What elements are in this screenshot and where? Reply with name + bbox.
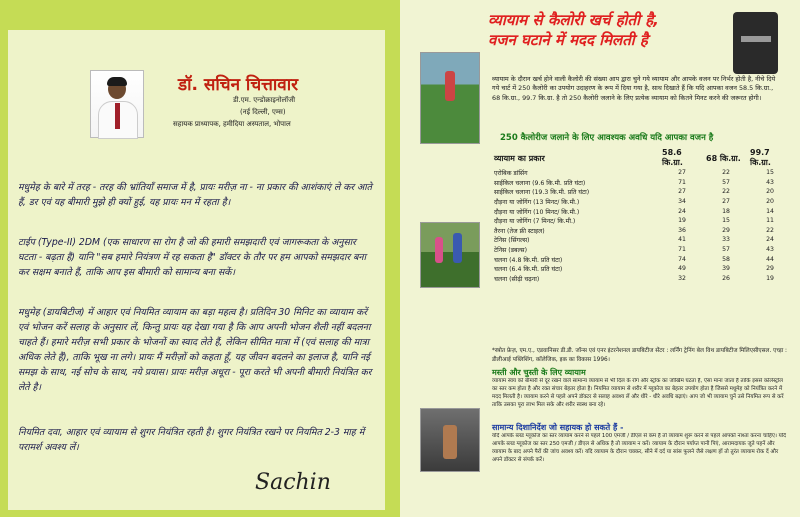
doctor-position: सहायक प्राध्यापक, हमीदिया अस्पताल, भोपाल: [173, 120, 291, 128]
table-header-row: [492, 148, 792, 168]
exercise-name-cell: टेनिस (सिंगल्स): [494, 237, 530, 245]
minutes-cell: 20: [766, 188, 774, 196]
table-row: [492, 206, 792, 216]
minutes-cell: 24: [766, 236, 774, 244]
minutes-cell: 19: [766, 274, 774, 282]
signature: [255, 470, 331, 495]
minutes-cell: 29: [722, 226, 730, 234]
table-row: [492, 274, 792, 284]
headline-line-2: वजन घटाने में मदद मिलती है: [488, 31, 648, 49]
exercise-name-cell: तैरना (तेज फ्री स्टाइल): [494, 227, 545, 235]
minutes-cell: 58: [722, 255, 730, 263]
minutes-cell: 29: [766, 265, 774, 273]
doctor-place: (नई दिल्ली, एम्स): [240, 108, 286, 116]
left-panel: [8, 30, 385, 510]
signature-text: Sachin: [255, 470, 331, 495]
col-weight-3: 99.7 कि.ग्रा.: [750, 148, 771, 167]
exercise-name-cell: दौड़ना या जोगिंग (7 मिनट/ कि.मी.): [494, 218, 576, 226]
minutes-cell: 57: [722, 178, 730, 186]
exercise-name-cell: चलना (सीढ़ी चढ़ना): [494, 275, 540, 283]
table-row: [492, 264, 792, 274]
col-weight-2: 68 कि.ग्रा.: [706, 153, 741, 163]
exercise-name-cell: दौड़ना या जोगिंग (13 मिनट/ कि.मी.): [494, 199, 580, 207]
exercise-name-cell: एरोबिक डांसिंग: [494, 170, 528, 178]
section-guidelines-title: सामान्य दिशानिर्देश जो सहायक हो सकते हैं -: [492, 423, 624, 432]
minutes-cell: 22: [722, 188, 730, 196]
exercise-name-cell: साईकिल चलाना (19.3 कि.मी. प्रति घंटा): [494, 189, 590, 197]
minutes-cell: 26: [722, 274, 730, 282]
exercise-table: [492, 148, 792, 283]
walking-photo: [420, 52, 480, 144]
minutes-cell: 14: [766, 207, 774, 215]
table-row: [492, 168, 792, 178]
minutes-cell: 57: [722, 246, 730, 254]
intro-text: व्यायाम के दौरान खर्च होने वाली कैलोरी की संख्या आप द्वारा चुने गये व्यायाम और आपके वजन पर निर्भर होती है, नीचे दिये गये चार्ट में 250 कैलोरी का उपयोग उदाहरण के रूप में दिया गया है, साथ दिखाते हैं कि यदि आपका वजन 58.5 कि.ग्रा., 68 कि.ग्रा., 99.7 कि.ग्रा. है तो 250 कैलोरी जलाने के लिए प्रत्येक व्यायाम को कितने मिनट करने की जरूरत होगी।: [492, 75, 776, 102]
section-fitness-title: मस्ती और चुस्ती के लिए व्यायाम: [492, 368, 586, 377]
table-title: 250 कैलोरीज जलाने के लिए आवश्यक अवधि यदि आपका वजन है: [500, 133, 714, 143]
table-row: [492, 187, 792, 197]
minutes-cell: 18: [722, 207, 730, 215]
exercise-name-cell: टेनिस (डबल्स): [494, 247, 528, 255]
minutes-cell: 71: [678, 178, 686, 186]
minutes-cell: 15: [722, 217, 730, 225]
table-row: [492, 235, 792, 245]
dumbbell-icon: [733, 12, 778, 74]
right-panel: [400, 0, 800, 517]
minutes-cell: 43: [766, 178, 774, 186]
minutes-cell: 15: [766, 169, 774, 177]
minutes-cell: 32: [678, 274, 686, 282]
jogging-photo: [420, 222, 480, 288]
section-guidelines-text: यदि आपके ब्लड ग्लूकोज का स्तर व्यायाम करने से पहले 100 एमजी / डीएल से कम है तो व्यायाम शुरू करने से पहले आपको नाश्ता करना चाहिए। यदि आपके ब्लड ग्लूकोज का स्तर 250 एमजी / डीएल से अधिक है तो व्यायाम न करें। व्यायाम के दौरान पर्याप्त पानी पिएं, आरामदायक जूते पहनें और व्यायाम के बाद अपने पैरों की जांच अवश्य करें। यदि व्यायाम के दौरान चक्कर, सीने में दर्द या सांस फूलने जैसे लक्षण हों तो तुरंत व्यायाम रोक दें और अपने डॉक्टर से संपर्क करें।: [492, 433, 787, 463]
exercise-name-cell: साईकिल चलाना (9.6 कि.मी. प्रति घंटा): [494, 179, 586, 187]
paragraph-regular-medicine: नियमित दवा, आहार एवं व्यायाम से शुगर नियंत्रित रहती है। शुगर नियंत्रित रखने पर नियमित 2-3 माह में परामर्श अवश्य लें।: [18, 427, 365, 453]
table-row: [492, 216, 792, 226]
col-weight-1: 58.6 कि.ग्रा.: [662, 148, 683, 167]
section-fitness-text: व्यायाम स्वय को बीमारी से दूर रखने वाले सामान्य व्यायाम से भी दिल के रोग और स्ट्रोक का जोखिम घटता है, ऐसा माना जाता है ताकि इससे कोलेस्ट्रोल का स्तर कम होता है और रक्त संचार बेहतर होता है। नियमित व्यायाम से शरीर में ग्लूकोज का बेहतर उपयोग होता है जिससे मधुमेह को नियंत्रित करने में मदद मिलती है। व्यायाम करने से पहले अपने डॉक्टर से सलाह अवश्य लें और धीरे - धीरे अवधि बढ़ाएं। आप जो भी व्यायाम चुनें उसे नियमित रूप से करें ताकि उसका पूरा लाभ मिल सके और शरीर स्वस्थ बना रहे।: [492, 378, 784, 408]
doctor-degree: डी.एम. एन्डोक्राइनोलॉजी: [233, 96, 296, 104]
minutes-cell: 22: [766, 226, 774, 234]
minutes-cell: 44: [766, 255, 774, 263]
minutes-cell: 27: [678, 188, 686, 196]
table-row: [492, 197, 792, 207]
minutes-cell: 11: [766, 217, 774, 225]
minutes-cell: 74: [678, 255, 686, 263]
doctor-photo: [90, 70, 144, 138]
minutes-cell: 33: [722, 236, 730, 244]
exercise-name-cell: दौड़ना या जोगिंग (10 मिनट/ कि.मी.): [494, 208, 580, 216]
minutes-cell: 41: [678, 236, 686, 244]
minutes-cell: 43: [766, 246, 774, 254]
minutes-cell: 49: [678, 265, 686, 273]
minutes-cell: 19: [678, 217, 686, 225]
minutes-cell: 27: [722, 198, 730, 206]
minutes-cell: 39: [722, 265, 730, 273]
headline-line-1: व्यायाम से कैलोरी खर्च होती है,: [488, 11, 659, 29]
minutes-cell: 22: [722, 169, 730, 177]
minutes-cell: 36: [678, 226, 686, 234]
paragraph-diet-exercise: मधुमेह (डायबिटीज) में आहार एवं नियमित व्यायाम का बड़ा महत्व है। प्रतिदिन 30 मिनिट का व्यायाम करें एवं भोजन करें सलाह के अनुसार लें, किन्तु प्रायः यह देखा गया है कि आप अपनी भोजन शैली नहीं बदलना चाहते हैं। हमारे मरीज़ सभी प्रकार के भोजनों का स्वाद लेते हैं, लेकिन सीमित मात्रा में (एवं सलाह की मात्रा अधिक लेते हैं), ताकि भूख ना लगे। प्रायः मैं मरीज़ों को कहता हूँ, यह जीवन बदलने का इलाज है, यानि नई समझ के साथ, नई सोच के साथ, नये प्रयास। प्रायः मरीज़ अधूरा - पूरा करते भी अपनी बीमारी नियंत्रित कर लेते है।: [18, 307, 372, 393]
paragraph-myths: मधुमेह के बारे में तरह - तरह की भ्रांतियाँ समाज में है, प्रायः मरीज़ ना - ना प्रकार की आशंकाएं ले कर आते हैं, डर एवं यह बीमारी मुझे ही क्यों हुई, यह प्रायः मन में रहता है।: [18, 182, 372, 208]
minutes-cell: 34: [678, 198, 686, 206]
minutes-cell: 27: [678, 169, 686, 177]
col-exercise: व्यायाम का प्रकार: [494, 153, 545, 163]
minutes-cell: 24: [678, 207, 686, 215]
doctor-name: डॉ. सचिन चित्तावार: [178, 75, 299, 95]
exercise-name-cell: चलना (6.4 कि.मी. प्रति घंटा): [494, 266, 563, 274]
paragraph-type2: टाईप (Type-II) 2DM (एक साधारण सा रोग है जो की हमारी समझदारी एवं जागरूकता के अनुसार घटता - बढ़ता है) यानि "सब हमारे नियंत्रण में रह सकता है" डॉक्टर के तौर पर हम आपको समझदार बना कर सक्षम बनाते हैं, ताकि आप इस बीमारी को सामान्य बना सकें।: [18, 237, 366, 278]
weightlifting-photo: [420, 408, 480, 472]
table-row: [492, 254, 792, 264]
source-note: *स्त्रोत फ्रेज़, एम.ए., एडवानिसर डी.डी. जॉन्स एवं एनर इंटरनेशनल डायबिटीज सेंटर : लर्निंग ट्रेनिंग बेल विथ डायबिटीज मिलिएसीएसल. एच्ड़ा : डीलीआई पब्लिशिंग, कॉलेजिक, इक का विकास 1996।: [492, 348, 788, 363]
exercise-name-cell: चलना (4.8 कि.मी. प्रति घंटा): [494, 256, 563, 264]
table-row: [492, 226, 792, 236]
minutes-cell: 20: [766, 198, 774, 206]
table-row: [492, 245, 792, 255]
minutes-cell: 71: [678, 246, 686, 254]
table-row: [492, 178, 792, 188]
